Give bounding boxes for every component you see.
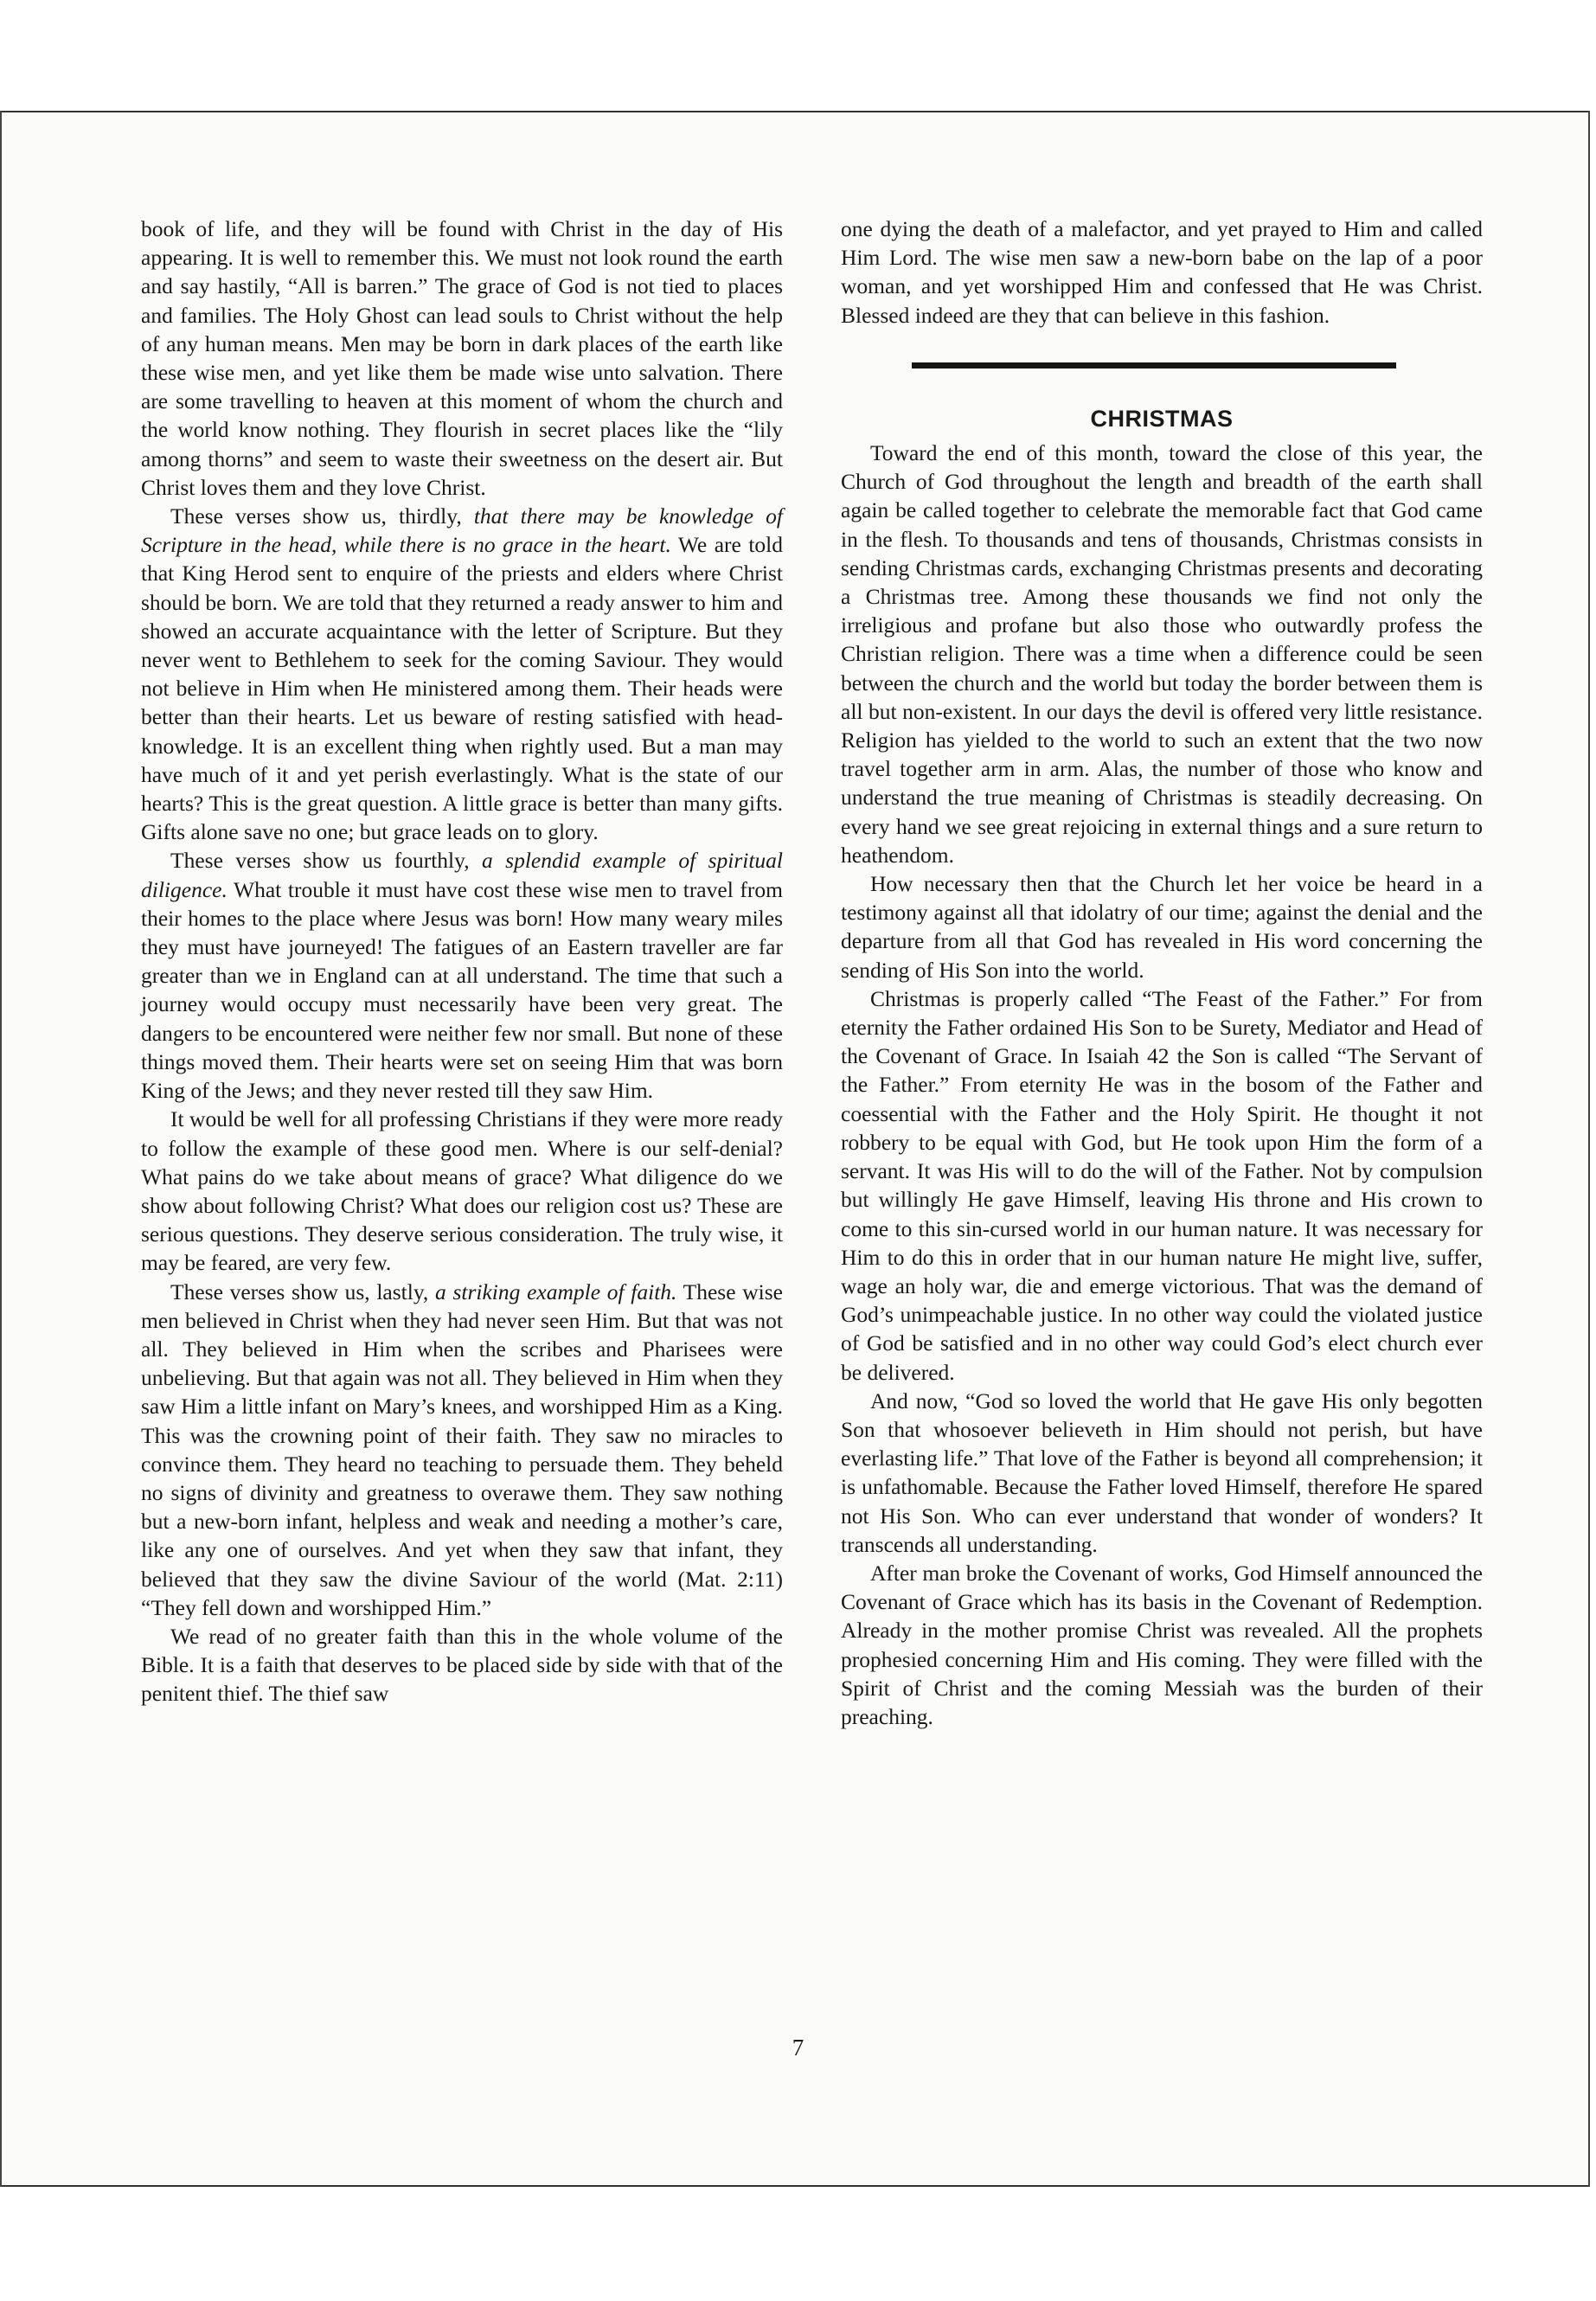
paragraph-rest: These wise men believed in Christ when they had never seen Him. But that was not all. They believed in Him when the scribes and Pharisees were unbelieving. But that again was not all. They believed in Him when they saw Him a little infant on Mary’s knees, and worshipped Him as a King. This was the crowning point of their faith. They saw no miracles to convince them. They heard no teaching to persuade them. They beheld no signs of divinity and greatness to overawe them. They saw nothing but a new-born infant, helpless and weak and needing a mother’s care, like any one of ourselves. And yet when they saw that infant, they believed that they saw the divine Saviour of the world (Mat. 2:11) “They fell down and worshipped Him.”	[141, 1279, 784, 1620]
left-paragraph-2	[141, 502, 783, 846]
paragraph-rest: We are told that King Herod sent to enquire of the priests and elders where Christ should be born. We are told that they returned a ready answer to him and showed an accurate acquaintance with the letter of Scripture. But they never went to Bethlehem to seek for the coming Saviour. They would not believe in Him when He ministered among them. Their heads were better than their hearts. Let us beware of resting satisfied with head-knowledge. It is an excellent thing when rightly used. But a man may have much of it and yet perish everlastingly. What is the state of our hearts? This is the great question. A little grace is better than many gifts. Gifts alone save no one; but grace leads on to glory.	[141, 532, 784, 845]
right-column	[841, 215, 1483, 1731]
page-number: 7	[792, 2035, 804, 2061]
left-column	[141, 215, 783, 1708]
emphasis-text: a splendid example of spiritual diligence.	[141, 848, 784, 902]
left-paragraph-4: It would be well for all professing Christians if they were more ready to follow the example of these good men. Where is our self-denial? What pains do we take about means of grace? What diligence do we show about following Christ? What does our religion cost us? These are serious questions. They deserve serious consideration. The truly wise, it may be feared, are very few.	[141, 1106, 783, 1276]
page-left-edge	[0, 111, 2, 2187]
right-paragraph-3: How necessary then that the Church let her voice be heard in a testimony against all that idolatry of our time; against the denial and the departure from all that God has revealed in His word concerning the sending of His Son into the world.	[841, 871, 1483, 983]
left-paragraph-5	[141, 1278, 783, 1622]
section-heading: CHRISTMAS	[1090, 405, 1234, 432]
page-right-edge	[1588, 111, 1590, 2187]
paragraph-lead: These verses show us fourthly,	[170, 848, 483, 874]
emphasis-text: that there may be knowledge of Scripture in the head, while there is no grace in the heart.	[141, 503, 783, 558]
emphasis-text: a striking example of faith.	[435, 1279, 677, 1304]
right-paragraph-1: one dying the death of a malefactor, and yet prayed to Him and called Him Lord. The wise men saw a new-born babe on the lap of a poor woman, and yet worshipped Him and confessed that He was Christ. Blessed indeed are they that can believe in this fashion.	[841, 216, 1483, 328]
left-paragraph-6: We read of no greater faith than this in the whole volume of the Bible. It is a faith that deserves to be placed side by side with that of the penitent thief. The thief saw	[141, 1623, 783, 1707]
right-paragraph-2: Toward the end of this month, toward the close of this year, the Church of God throughout the length and breadth of the earth shall again be called together to celebrate the memorable fact that God came in the flesh. To thousands and tens of thousands, Christmas consists in sending Christmas cards, exchanging Christmas presents and decorating a Christmas tree. Among these thousands we find not only the irreligious and profane but also those who outwardly profess the Christian religion. There was a time when a difference could be seen between the church and the world but today the border between them is all but non-existent. In our days the devil is offered very little resistance. Religion has yielded to the world to such an extent that the two now travel together arm in arm. Alas, the number of those who know and understand the true meaning of Christmas is steadily decreasing. On every hand we see great rejoicing in external things and a sure return to heathendom.	[841, 440, 1483, 868]
left-paragraph-3	[141, 846, 783, 1105]
section-divider	[912, 362, 1396, 369]
left-paragraph-1: book of life, and they will be found with Christ in the day of His appearing. It is well to remember this. We must not look round the earth and say hastily, “All is barren.” The grace of God is not tied to places and families. The Holy Ghost can lead souls to Christ without the help of any human means. Men may be born in dark places of the earth like these wise men, and yet like them be made wise unto salvation. There are some travelling to heaven at this moment of whom the church and the world know nothing. They flourish in secret places like the “lily among thorns” and seem to waste their sweetness on the desert air. But Christ loves them and they love Christ.	[141, 216, 783, 500]
right-paragraph-5: And now, “God so loved the world that He gave His only begotten Son that whosoever believeth in Him should not perish, but have everlasting life.” That love of the Father is beyond all comprehension; it is unfathomable. Because the Father loved Himself, therefore He spared not His Son. Who can ever understand that wonder of wonders? It transcends all understanding.	[841, 1388, 1483, 1557]
right-paragraph-4: Christmas is properly called “The Feast of the Father.” For from eternity the Father ordained His Son to be Surety, Mediator and Head of the Covenant of Grace. In Isaiah 42 the Son is called “The Servant of the Father.” From eternity He was in the bosom of the Father and coessential with the Father and the Holy Spirit. He thought it not robbery to be equal with God, but He took upon Him the form of a servant. It was His will to do the will of the Father. Not by compulsion but willingly He gave Himself, leaving His throne and His crown to come to this sin-cursed world in our human nature. It was necessary for Him to do this in order that in our human nature He might live, suffer, wage an holy war, die and emerge victorious. That was the demand of God’s unimpeachable justice. In no other way could the violated justice of God be satisfied and in no other way could God’s elect church ever be delivered.	[841, 985, 1483, 1385]
right-paragraph-6: After man broke the Covenant of works, God Himself announced the Covenant of Grace which has its basis in the Covenant of Redemption. Already in the mother promise Christ was revealed. All the prophets prophesied concerning Him and His coming. They were filled with the Spirit of Christ and the coming Messiah was the burden of their preaching.	[841, 1560, 1483, 1729]
paragraph-lead: These verses show us, thirdly,	[170, 503, 474, 529]
paragraph-lead: These verses show us, lastly,	[170, 1279, 435, 1304]
paragraph-rest: What trouble it must have cost these wise men to travel from their homes to the place where Jesus was born! How many weary miles they must have journeyed! The fatigues of an Eastern traveller are far greater than we in England can at all understand. The time that such a journey would occupy must necessarily have been very great. The dangers to be encountered were neither few nor small. But none of these things moved them. Their hearts were set on seeing Him that was born King of the Jews; and they never rested till they saw Him.	[141, 876, 783, 1104]
